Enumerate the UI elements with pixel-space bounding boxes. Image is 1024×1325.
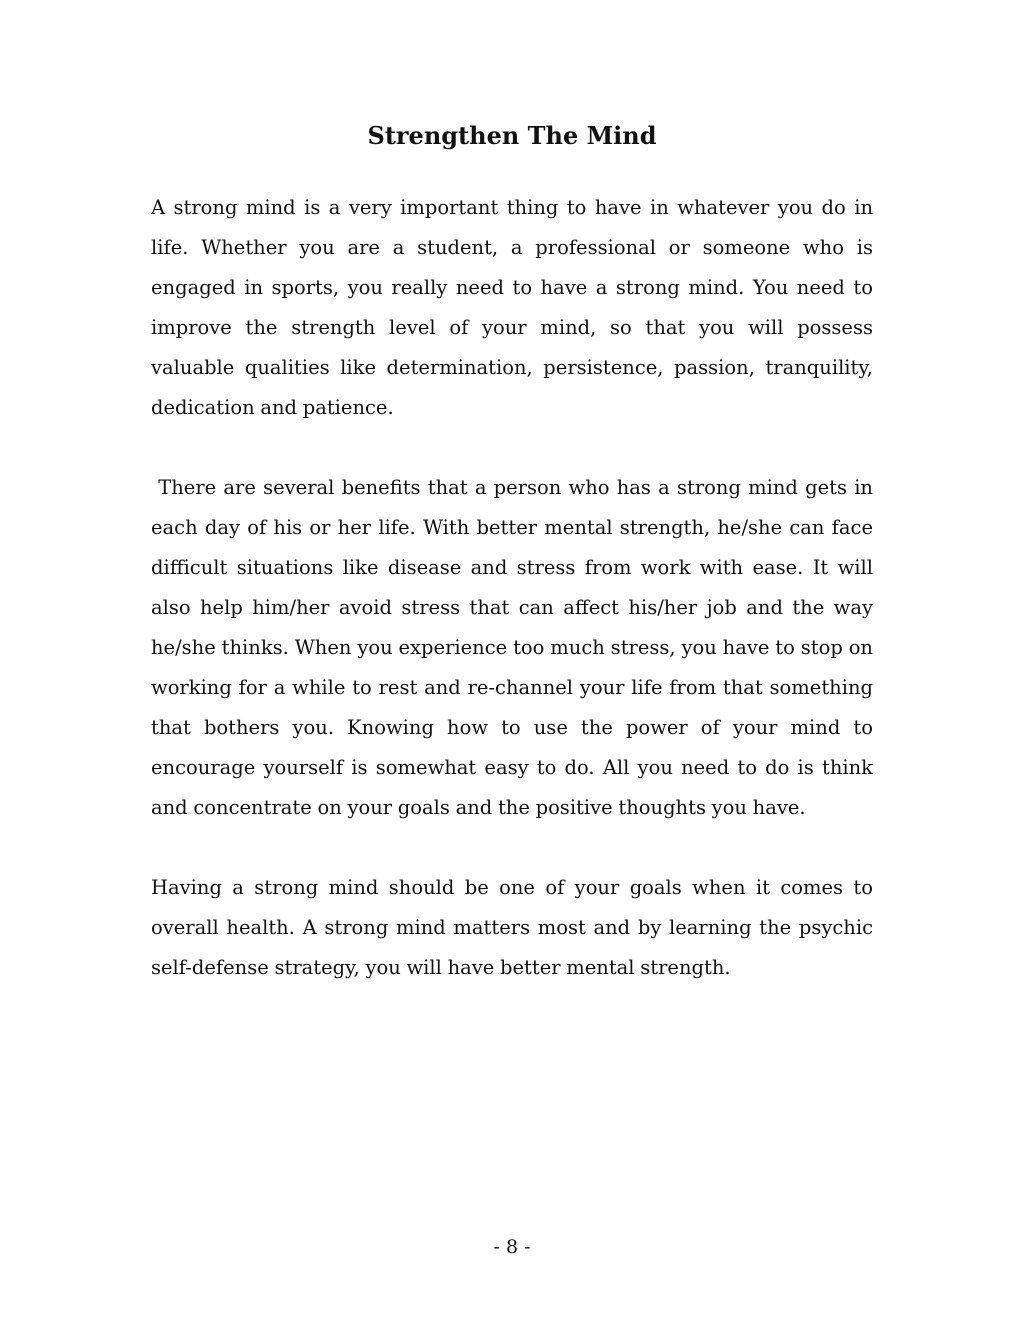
page-number: - 8 - xyxy=(493,1236,531,1258)
paragraph-3: Having a strong mind should be one of your goals when it comes to overall health. A strong mind matters most and by learning the psychic self-defense strategy, you will have better mental strength. xyxy=(151,876,873,979)
paragraph-1: A strong mind is a very important thing to have in whatever you do in life. Whether you are a student, a professional or someone who is engaged in sports, you really need to have a strong mind. You need to improve the strength level of your mind, so that you will possess valuable qualities like determination, persistence, passion, tranquility, dedication and patience. xyxy=(151,196,873,419)
page-title: Strengthen The Mind xyxy=(367,121,657,150)
document-body xyxy=(151,188,879,1028)
paragraph-2: There are several benefits that a person who has a strong mind gets in each day of his or her life. With better mental strength, he/she can face difficult situations like disease and stress from work with ease. It will also help him/her avoid stress that can affect his/her job and the way he/she thinks. When you experience too much stress, you have to stop on working for a while to rest and re-channel your life from that something that bothers you. Knowing how to use the power of your mind to encourage yourself is somewhat easy to do. All you need to do is think and concentrate on your goals and the positive thoughts you have. xyxy=(151,476,879,819)
